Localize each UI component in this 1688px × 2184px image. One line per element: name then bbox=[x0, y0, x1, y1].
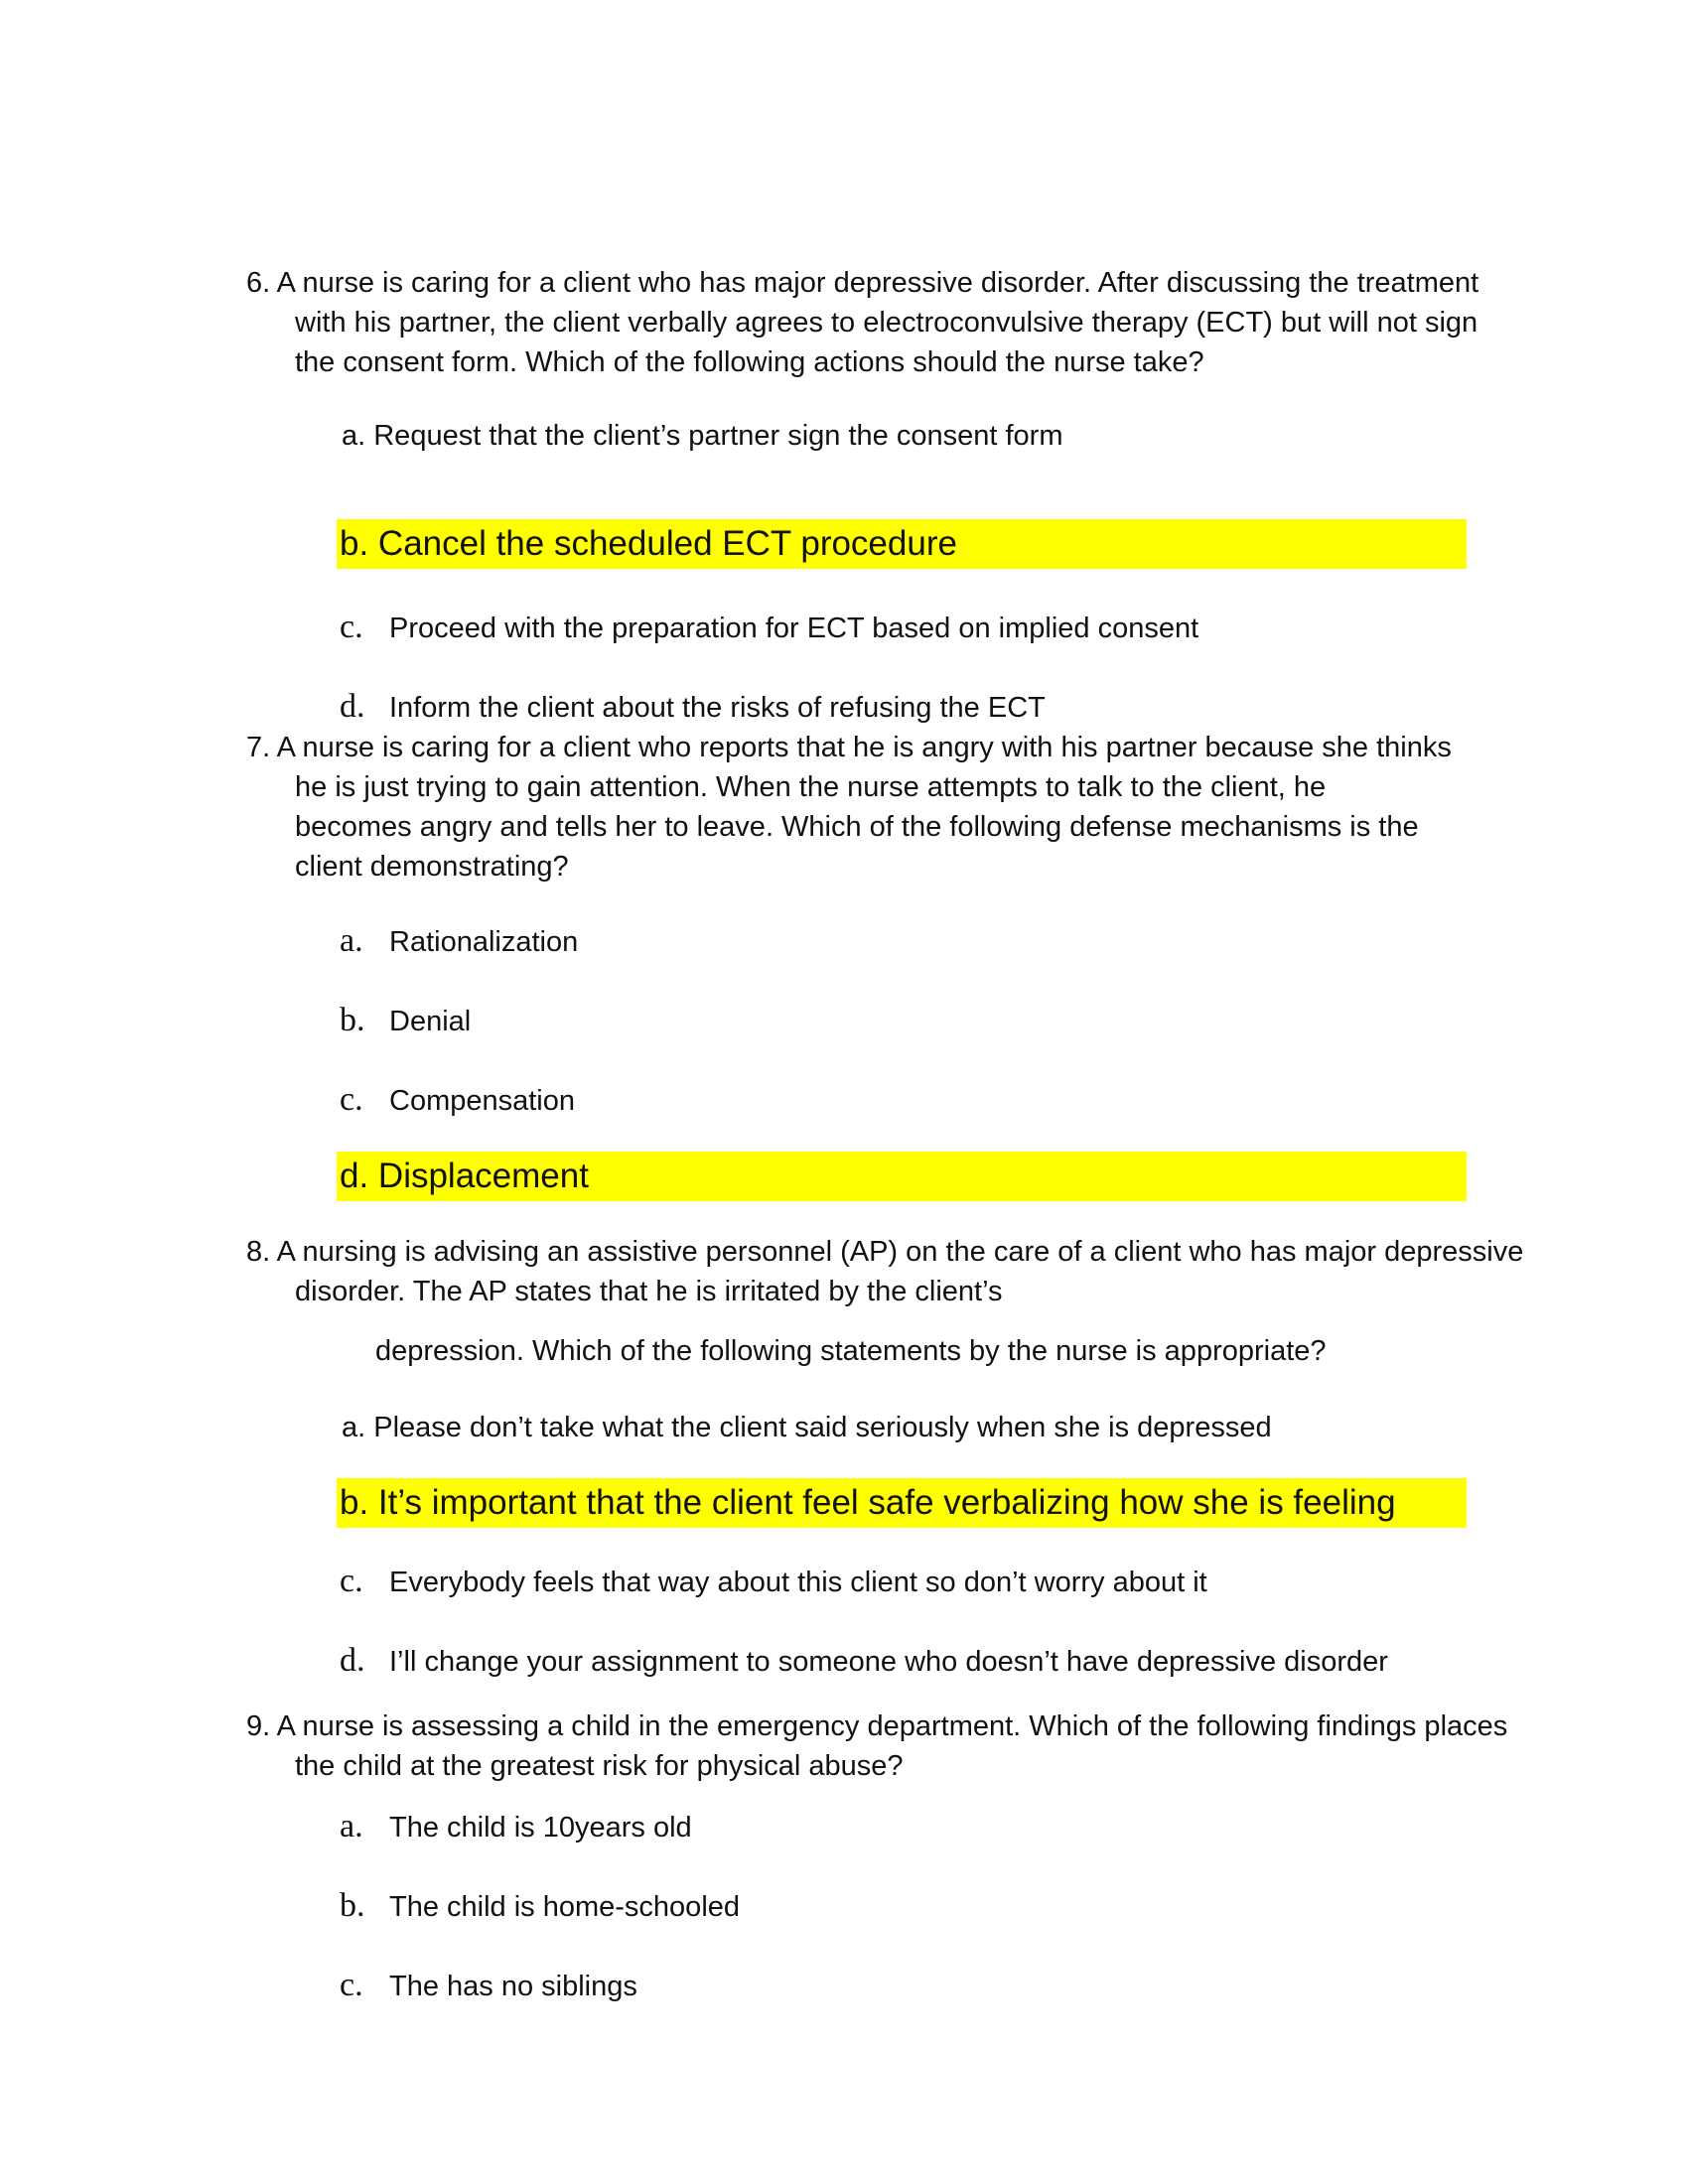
answer-option bbox=[340, 1080, 575, 1121]
option-letter: c. bbox=[340, 1081, 363, 1118]
question-text-line: A nursing is advising an assistive personnel (AP) on the care of a client who has major depressive bbox=[276, 1236, 1524, 1268]
question-6 bbox=[246, 263, 1479, 382]
answer-option bbox=[340, 687, 1046, 728]
question-number: 7. bbox=[246, 732, 271, 763]
answer-option bbox=[340, 1001, 471, 1041]
answer-option bbox=[340, 1886, 740, 1927]
question-number: 8. bbox=[246, 1236, 271, 1268]
option-text: Everybody feels that way about this client so don’t worry about it bbox=[389, 1567, 1207, 1598]
question-text-line: A nurse is caring for a client who has major depressive disorder. After discussing the treatment bbox=[276, 267, 1479, 299]
question-text-line: client demonstrating? bbox=[295, 851, 569, 883]
question-8 bbox=[246, 1232, 1524, 1311]
question-text-line: A nurse is caring for a client who reports that he is angry with his partner because she thinks bbox=[276, 732, 1452, 763]
option-letter: c. bbox=[340, 1563, 363, 1599]
option-text: I’ll change your assignment to someone who doesn’t have depressive disorder bbox=[389, 1646, 1388, 1678]
option-text: Compensation bbox=[389, 1085, 575, 1117]
question-text-line: disorder. The AP states that he is irritated by the client’s bbox=[295, 1276, 1003, 1307]
option-text: Proceed with the preparation for ECT based on implied consent bbox=[389, 613, 1199, 644]
answer-option bbox=[340, 1966, 637, 2006]
option-text: Inform the client about the risks of refusing the ECT bbox=[389, 692, 1046, 724]
option-text: The child is 10years old bbox=[389, 1812, 692, 1843]
question-text-line: with his partner, the client verbally agrees to electroconvulsive therapy (ECT) but will not sign bbox=[295, 307, 1478, 339]
answer-option: a. Please don’t take what the client said seriously when she is depressed bbox=[342, 1412, 1272, 1443]
answer-option bbox=[340, 1562, 1207, 1602]
answer-option bbox=[340, 1641, 1388, 1682]
question-text-line: the child at the greatest risk for physical abuse? bbox=[295, 1750, 904, 1782]
option-text: Denial bbox=[389, 1006, 472, 1037]
option-text: The child is home-schooled bbox=[389, 1891, 741, 1923]
question-7 bbox=[246, 728, 1468, 887]
answer-option bbox=[340, 1807, 692, 1847]
highlighted-answer: b. Cancel the scheduled ECT procedure bbox=[337, 519, 1467, 569]
option-letter: b. bbox=[340, 1887, 365, 1924]
option-text: Rationalization bbox=[389, 926, 579, 958]
option-letter: d. bbox=[340, 688, 365, 725]
highlighted-answer: b. It’s important that the client feel safe verbalizing how she is feeling bbox=[337, 1478, 1467, 1528]
question-text-line: depression. Which of the following statements by the nurse is appropriate? bbox=[375, 1335, 1327, 1367]
option-letter: a. bbox=[340, 922, 363, 959]
answer-option bbox=[340, 921, 578, 962]
option-letter: c. bbox=[340, 609, 363, 645]
question-text-line: becomes angry and tells her to leave. Which of the following defense mechanisms is the bbox=[295, 811, 1419, 843]
answer-option bbox=[340, 608, 1198, 648]
question-text-line: he is just trying to gain attention. When the nurse attempts to talk to the client, he bbox=[295, 771, 1327, 803]
question-text-line: the consent form. Which of the following actions should the nurse take? bbox=[295, 346, 1204, 378]
question-9 bbox=[246, 1706, 1508, 1786]
question-text-line: A nurse is assessing a child in the emergency department. Which of the following findings places bbox=[276, 1710, 1508, 1742]
option-letter: b. bbox=[340, 1002, 365, 1038]
option-letter: a. bbox=[340, 1808, 363, 1844]
question-number: 9. bbox=[246, 1710, 271, 1742]
highlighted-answer: d. Displacement bbox=[337, 1152, 1467, 1201]
option-text: The has no siblings bbox=[389, 1971, 637, 2002]
option-letter: c. bbox=[340, 1967, 363, 2003]
option-letter: d. bbox=[340, 1642, 365, 1679]
question-number: 6. bbox=[246, 267, 271, 299]
answer-option: a. Request that the client’s partner sign the consent form bbox=[342, 420, 1063, 452]
